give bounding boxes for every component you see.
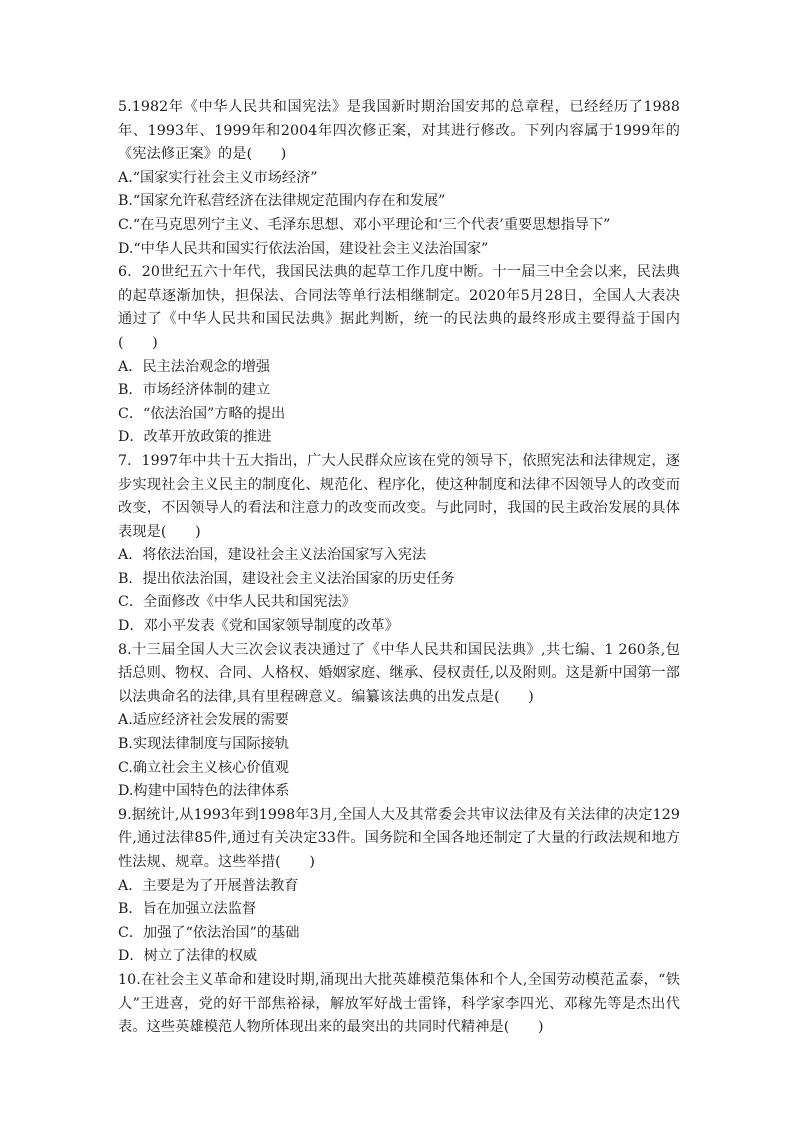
option-d: D．树立了法律的权威 [118, 948, 258, 965]
option-d: D.构建中国特色的法律体系 [118, 783, 290, 800]
option-a: A．民主法治观念的增强 [118, 358, 271, 375]
option-a: A.“国家实行社会主义市场经济” [118, 169, 318, 186]
exam-page [118, 96, 680, 1040]
option-a: A.适应经济社会发展的需要 [118, 712, 289, 729]
question-5 [118, 96, 680, 261]
option-d: D．改革开放政策的推进 [118, 429, 272, 446]
option-c: C．加强了“依法治国”的基础 [118, 924, 300, 941]
question-stem: 10.在社会主义革命和建设时期,涌现出大批英雄模范集体和个人,全国劳动模范孟泰，“铁人”王进喜，党的好干部焦裕禄，解放军好战士雷锋，科学家李四光、邓稼先等是杰出代表。这些英雄模范人物所体现出来的最突出的共同时代精神是( ) [118, 971, 680, 1036]
option-b: B．旨在加强立法监督 [118, 901, 257, 918]
option-d: D.“中华人民共和国实行依法治国，建设社会主义法治国家” [118, 240, 489, 257]
question-stem: 6．20世纪五六十年代，我国民法典的起草工作几度中断。十一届三中全会以来，民法典的起草逐渐加快，担保法、合同法等单行法相继制定。2020年5月28日，全国人大表决通过了《中华人民共和国民法典》据此判断，统一的民法典的最终形成主要得益于国内( ) [118, 264, 680, 351]
option-b: B.“国家允许私营经济在法律规定范围内存在和发展” [118, 193, 446, 210]
option-b: B.实现法律制度与国际接轨 [118, 736, 289, 753]
option-b: B．提出依法治国，建设社会主义法治国家的历史任务 [118, 570, 455, 587]
question-7 [118, 450, 680, 639]
option-c: C．“依法治国”方略的提出 [118, 405, 286, 422]
question-stem: 9.据统计,从1993年到1998年3月,全国人大及其常委会共审议法律及有关法律的决定129件,通过法律85件,通过有关决定33件。国务院和全国各地还制定了大量的行政法规和地方性法规、规章。这些举措( ) [118, 806, 680, 870]
option-c: C．全面修改《中华人民共和国宪法》 [118, 594, 356, 611]
option-c: C.“在马克思列宁主义、毛泽东思想、邓小平理论和‘三个代表’重要思想指导下” [118, 216, 611, 233]
question-6 [118, 261, 680, 450]
option-c: C.确立社会主义核心价值观 [118, 759, 289, 776]
question-8 [118, 639, 680, 804]
question-9 [118, 804, 680, 969]
question-stem: 5.1982年《中华人民共和国宪法》是我国新时期治国安邦的总章程，已经经历了1988年、1993年、1999年和2004年四次修正案，对其进行修改。下列内容属于1999年的《宪法修正案》的是( ) [118, 99, 680, 163]
question-stem: 8.十三届全国人大三次会议表决通过了《中华人民共和国民法典》,共七编、1 260条,包括总则、物权、合同、人格权、婚姻家庭、继承、侵权责任,以及附则。这是新中国第一部以法典命名的法律,具有里程碑意义。编纂该法典的出发点是( ) [118, 641, 680, 705]
option-d: D．邓小平发表《党和国家领导制度的改革》 [118, 618, 399, 635]
option-a: A．主要是为了开展普法教育 [118, 877, 299, 894]
option-b: B．市场经济体制的建立 [118, 382, 271, 399]
question-10 [118, 969, 680, 1040]
question-stem: 7．1997年中共十五大指出，广大人民群众应该在党的领导下，依照宪法和法律规定，逐步实现社会主义民主的制度化、规范化、程序化，使这种制度和法律不因领导人的改变而改变，不因领导人的看法和注意力的改变而改变。与此同时，我国的民主政治发展的具体表现是( ) [118, 452, 680, 540]
option-a: A．将依法治国，建设社会主义法治国家写入宪法 [118, 547, 427, 564]
